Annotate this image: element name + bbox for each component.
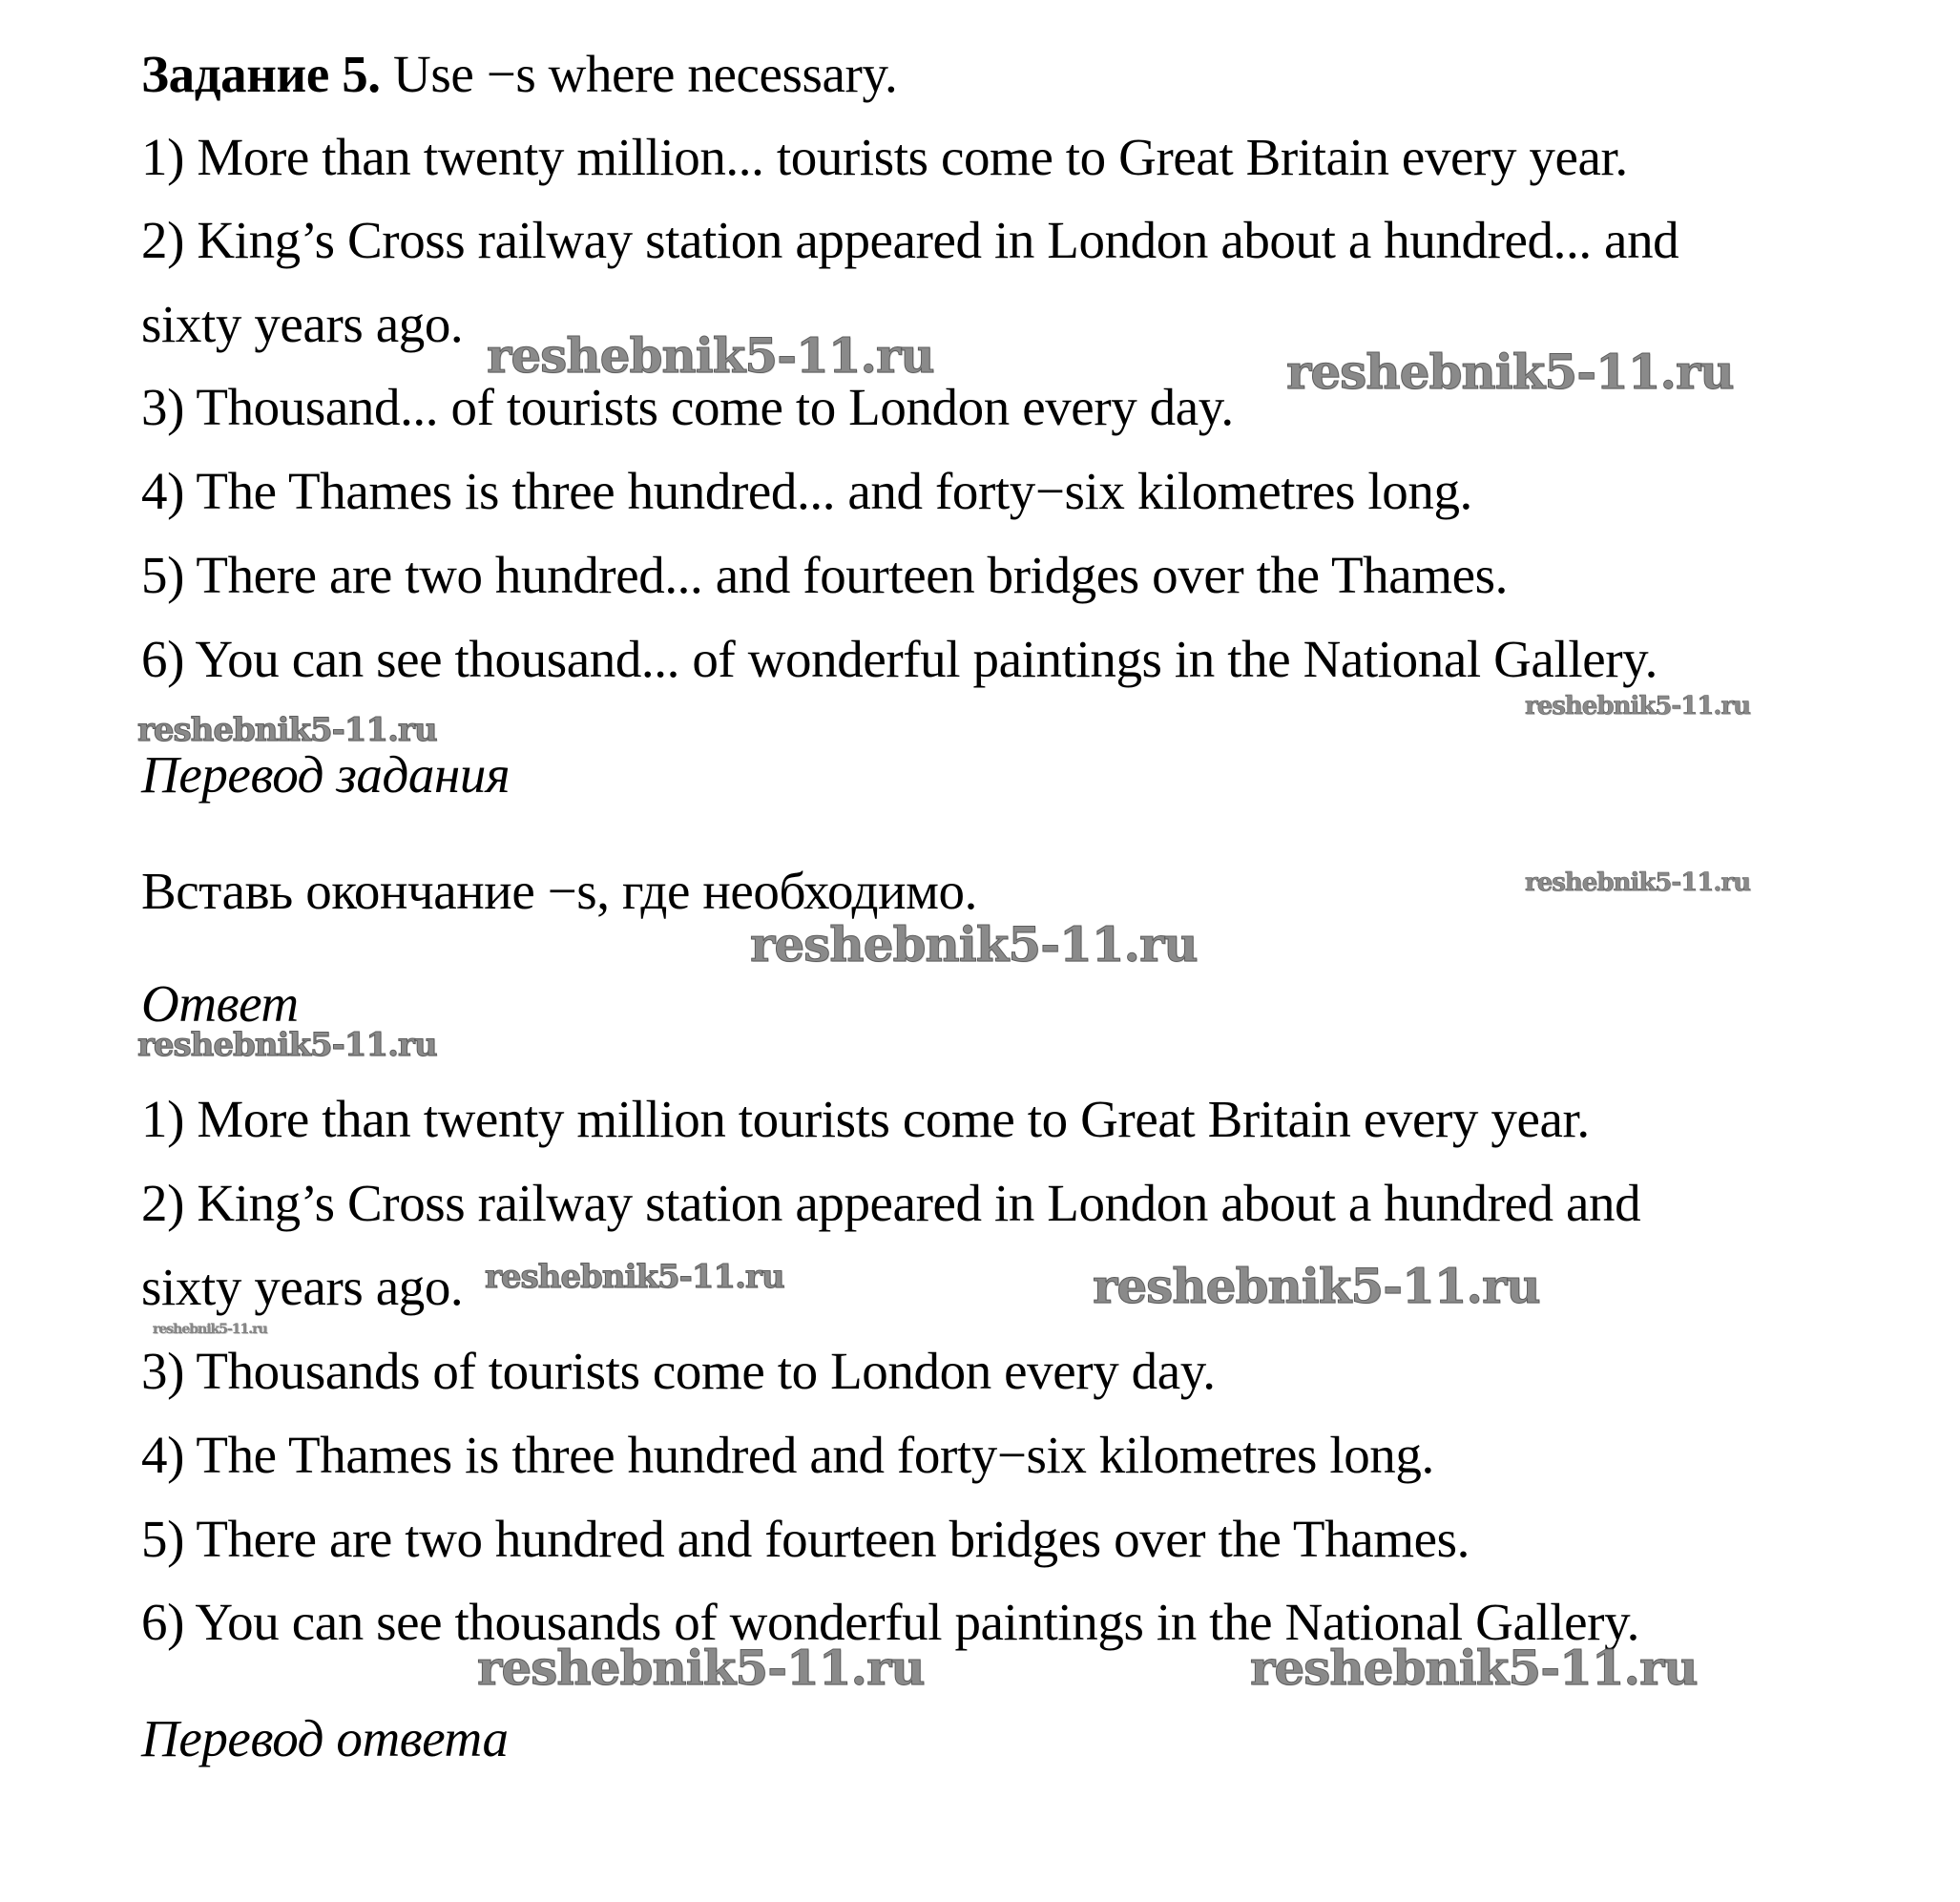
watermark: reshebnik5-11.ru	[485, 1258, 784, 1296]
watermark: reshebnik5-11.ru	[1250, 1640, 1698, 1696]
task-translation-text: Вставь окончание −s, где необходимо.	[141, 862, 977, 920]
answer-item-6: 6) You can see thousands of wonderful paintings in the National Gallery.	[141, 1593, 1639, 1651]
answer-item-1: 1) More than twenty million tourists come to Great Britain every year.	[141, 1090, 1590, 1148]
answer-item-2: 2) King’s Cross railway station appeared in London about a hundred and	[141, 1174, 1641, 1232]
task-item-3: 3) Thousand... of tourists come to London every day.	[141, 378, 1234, 436]
task-item-2-continued: sixty years ago.	[141, 295, 464, 353]
task-translation-heading: Перевод задания	[141, 745, 511, 804]
watermark: reshebnik5-11.ru	[477, 1640, 925, 1696]
task-item-1: 1) More than twenty million... tourists come to Great Britain every year.	[141, 128, 1628, 186]
answer-item-4: 4) The Thames is three hundred and forty−six kilometres long.	[141, 1426, 1434, 1484]
answer-item-5: 5) There are two hundred and fourteen bridges over the Thames.	[141, 1510, 1470, 1568]
task-item-4: 4) The Thames is three hundred... and forty−six kilometres long.	[141, 462, 1472, 520]
answer-heading: Ответ	[141, 974, 299, 1033]
watermark: reshebnik5-11.ru	[137, 1026, 437, 1064]
watermark: reshebnik5-11.ru	[750, 916, 1198, 972]
watermark: reshebnik5-11.ru	[1286, 344, 1734, 400]
task-item-5: 5) There are two hundred... and fourteen bridges over the Thames.	[141, 546, 1509, 604]
answer-item-2-continued: sixty years ago.	[141, 1258, 464, 1316]
watermark: reshebnik5-11.ru	[487, 327, 934, 384]
task-header	[141, 46, 897, 103]
task-item-2: 2) King’s Cross railway station appeared in London about a hundred... and	[141, 211, 1679, 269]
watermark: reshebnik5-11.ru	[1525, 868, 1751, 897]
watermark: reshebnik5-11.ru	[1525, 692, 1751, 721]
answer-item-3: 3) Thousands of tourists come to London every day.	[141, 1342, 1216, 1400]
watermark: reshebnik5-11.ru	[1093, 1258, 1540, 1314]
task-instruction: Use −s where necessary.	[393, 45, 898, 103]
task-item-6: 6) You can see thousand... of wonderful paintings in the National Gallery.	[141, 630, 1658, 688]
watermark: reshebnik5-11.ru	[153, 1322, 267, 1337]
watermark: reshebnik5-11.ru	[137, 711, 437, 749]
task-label: Задание 5.	[141, 45, 381, 103]
answer-translation-heading: Перевод ответа	[141, 1709, 509, 1767]
